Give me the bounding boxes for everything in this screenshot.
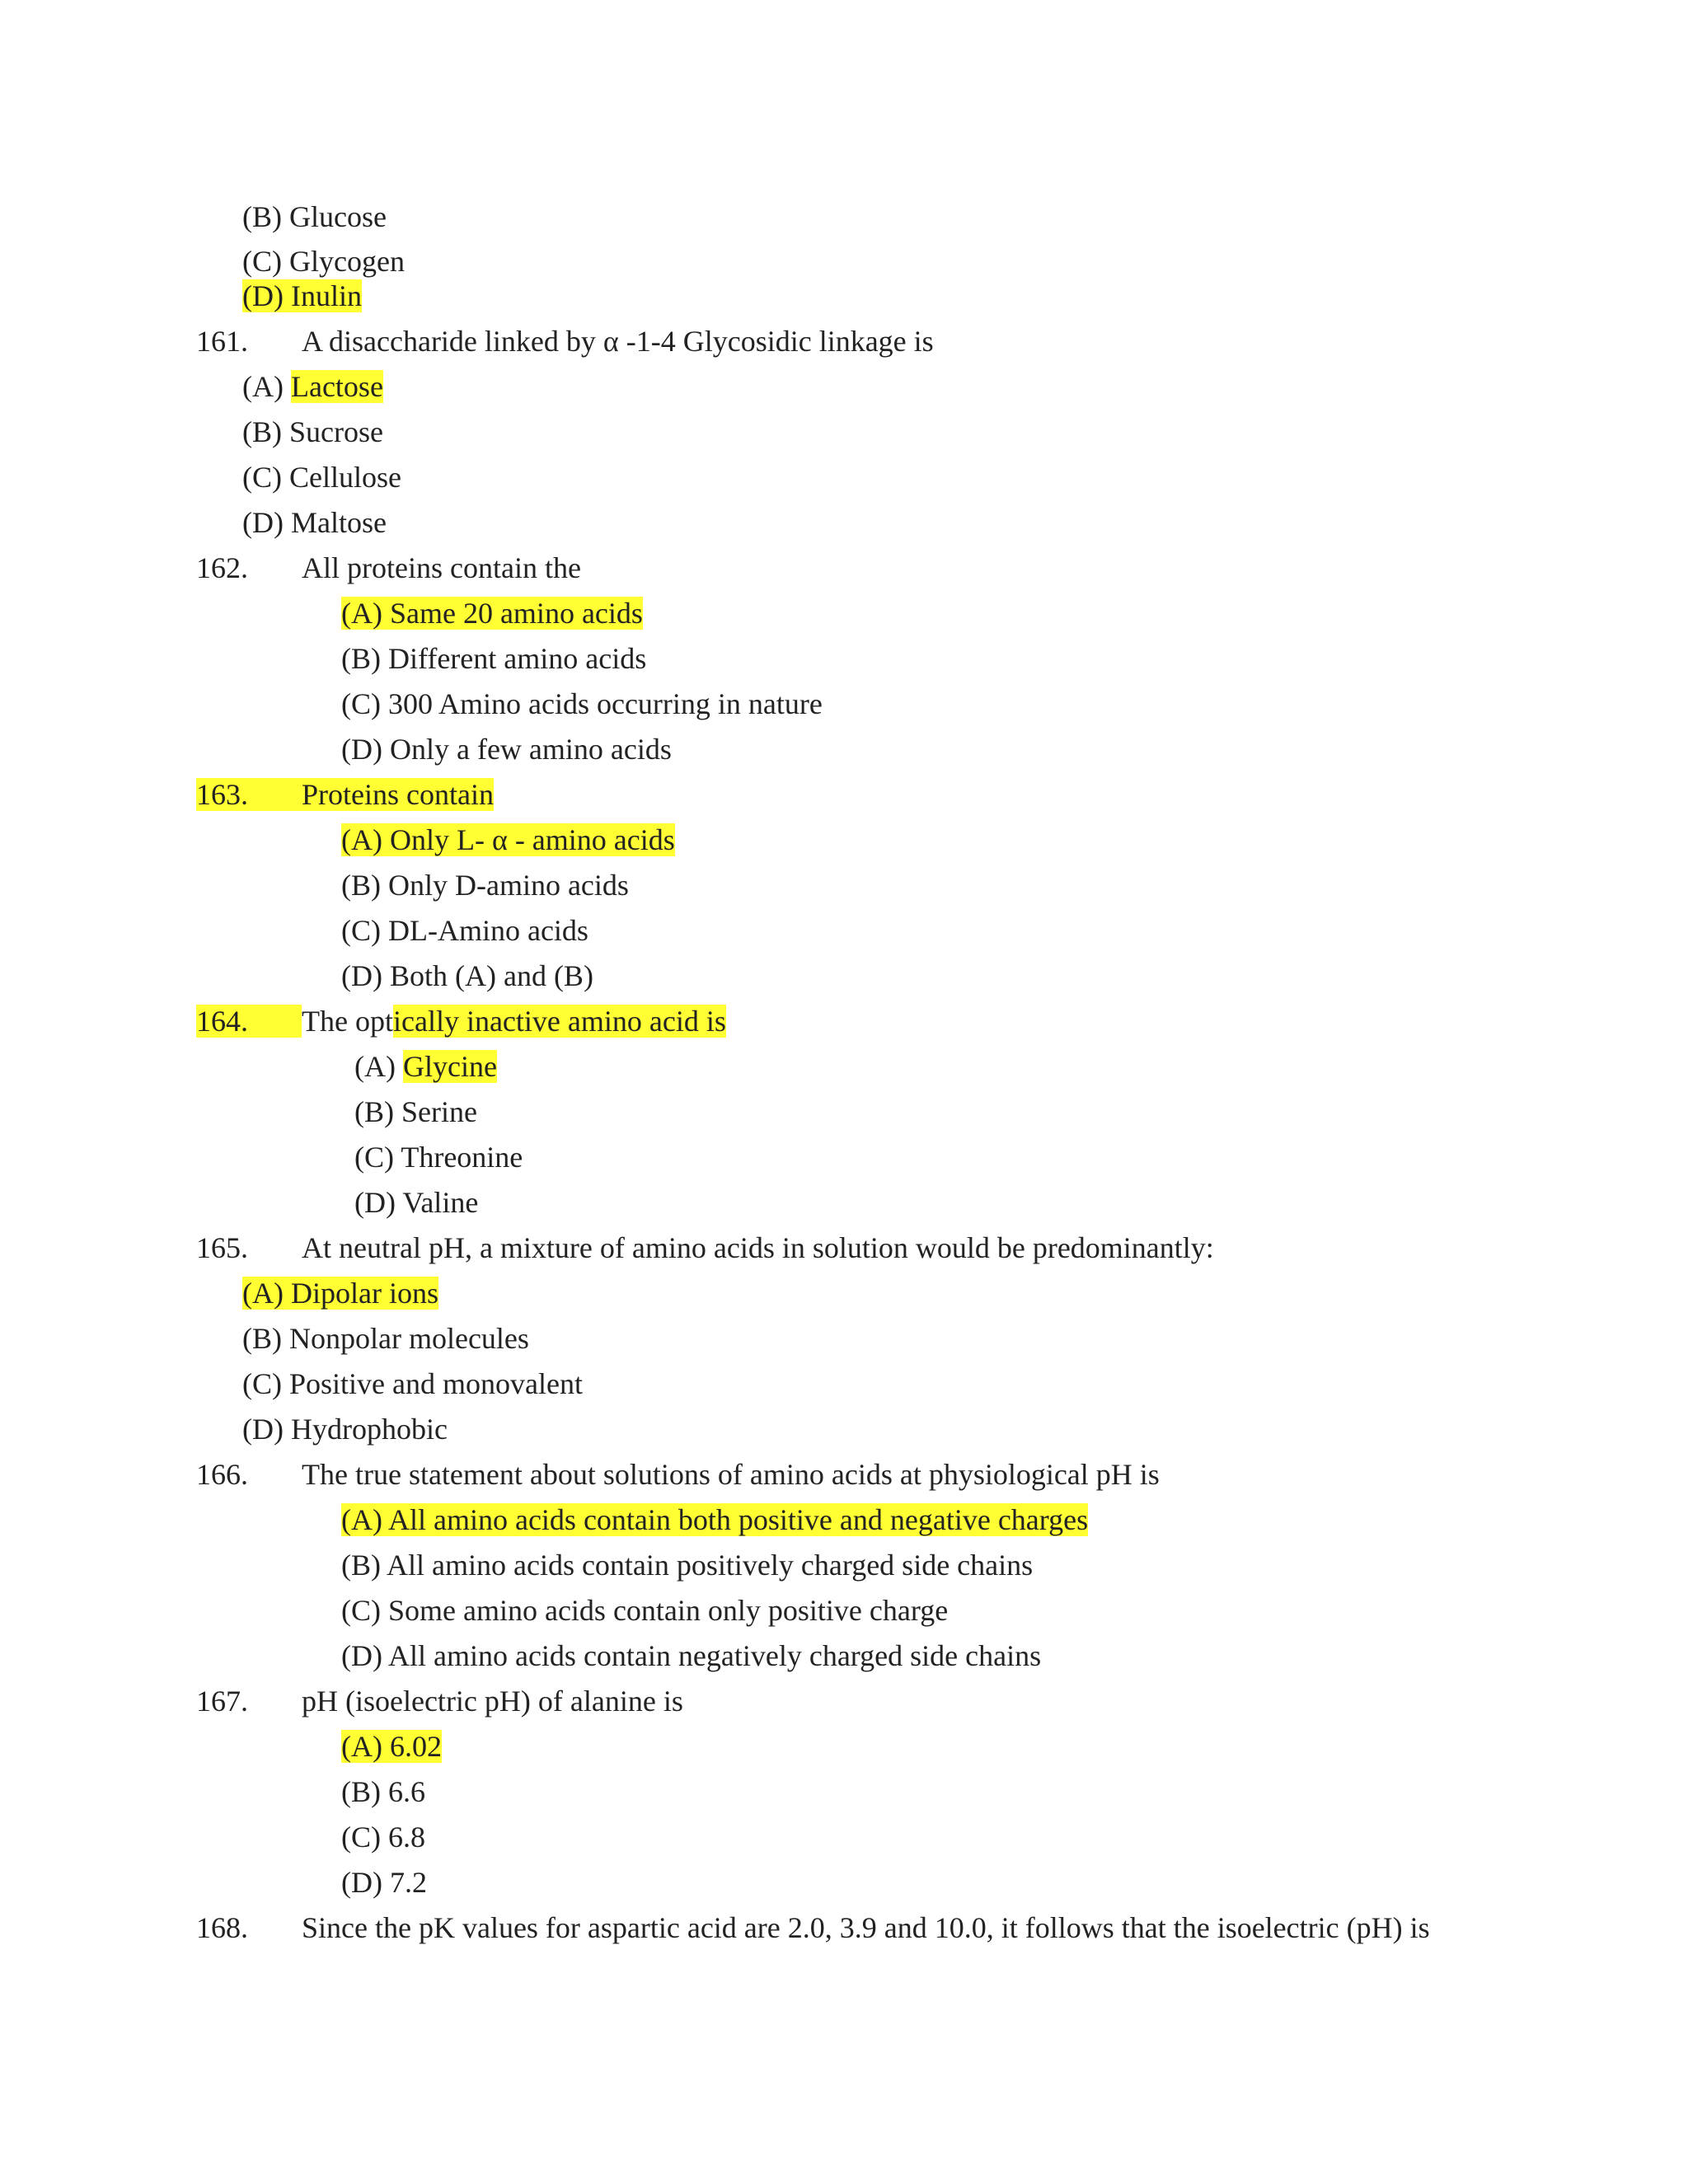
question-161-option-b: (B) Sucrose (242, 415, 383, 448)
question-number-163: 163. (196, 778, 248, 811)
answer-glycine: Glycine (402, 1050, 497, 1083)
question-number-166: 166. (196, 1458, 248, 1491)
question-167-option-a (341, 1728, 442, 1765)
question-166-text: The true statement about solutions of amino acids at physiological pH is (302, 1458, 1160, 1491)
question-165-option-b: (B) Nonpolar molecules (242, 1322, 529, 1355)
question-164-text-start: The opt (302, 1005, 393, 1038)
question-165-text: At neutral pH, a mixture of amino acids in solution would be predominantly: (302, 1231, 1214, 1264)
question-164-option-d: (D) Valine (354, 1186, 479, 1219)
question-164-option-c: (C) Threonine (354, 1141, 523, 1174)
question-165-option-d: (D) Hydrophobic (242, 1413, 448, 1446)
question-161-option-d: (D) Maltose (242, 506, 387, 539)
question-167-option-c: (C) 6.8 (341, 1821, 425, 1854)
question-165-option-a (242, 1275, 438, 1311)
question-164-option-a (354, 1048, 497, 1085)
question-162-option-b: (B) Different amino acids (341, 642, 647, 675)
question-168-text: Since the pK values for aspartic acid are 2.0, 3.9 and 10.0, it follows that the isoelectric (pH) is (302, 1911, 1430, 1944)
question-164-text (302, 1003, 726, 1039)
option-d-inulin (242, 278, 362, 314)
question-163-option-b: (B) Only D-amino acids (341, 869, 629, 902)
question-number-168: 168. (196, 1911, 248, 1944)
question-166-option-a (341, 1502, 1088, 1538)
question-164-option-b: (B) Serine (354, 1095, 477, 1128)
question-number-162: 162. (196, 551, 248, 584)
question-163-option-d: (D) Both (A) and (B) (341, 959, 593, 992)
question-162-text: All proteins contain the (302, 551, 581, 584)
question-166-option-c: (C) Some amino acids contain only positive charge (341, 1594, 949, 1627)
answer-same-20-amino-acids: (A) Same 20 amino acids (341, 597, 643, 630)
question-161-option-a (242, 368, 383, 405)
answer-dipolar-ions: (A) Dipolar ions (242, 1277, 438, 1310)
question-162-option-c: (C) 300 Amino acids occurring in nature (341, 687, 823, 720)
question-163-text (302, 776, 494, 813)
question-163-option-c: (C) DL-Amino acids (341, 914, 588, 947)
question-161-text: A disaccharide linked by α -1-4 Glycosidic linkage is (302, 325, 934, 358)
question-number-164: 164. (196, 1005, 248, 1038)
answer-lactose: Lactose (290, 370, 383, 403)
question-164-text-highlight: ically inactive amino acid is (392, 1005, 726, 1038)
question-167-text: pH (isoelectric pH) of alanine is (302, 1685, 683, 1718)
option-prefix: (A) (242, 370, 291, 403)
option-c-glycogen: (C) Glycogen (242, 245, 405, 278)
question-162-option-a (341, 595, 643, 631)
question-165-option-c: (C) Positive and monovalent (242, 1367, 583, 1400)
option-d-inulin-highlight: (D) Inulin (242, 279, 362, 312)
question-166-option-d: (D) All amino acids contain negatively charged side chains (341, 1639, 1042, 1672)
answer-only-l-alpha-amino-acids: (A) Only L- α - amino acids (341, 823, 675, 856)
question-163-option-a (341, 822, 675, 858)
question-number-167: 167. (196, 1685, 248, 1718)
question-number-165: 165. (196, 1231, 248, 1264)
option-b-glucose: (B) Glucose (242, 200, 387, 233)
option-prefix: (A) (354, 1050, 403, 1083)
question-162-option-d: (D) Only a few amino acids (341, 733, 672, 766)
answer-both-charges: (A) All amino acids contain both positive and negative charges (341, 1503, 1089, 1536)
question-167-option-b: (B) 6.6 (341, 1775, 425, 1808)
answer-6-02: (A) 6.02 (341, 1730, 442, 1763)
question-163-text-highlight: Proteins contain (302, 778, 494, 811)
question-number-161: 161. (196, 325, 248, 358)
question-166-option-b: (B) All amino acids contain positively charged side chains (341, 1549, 1034, 1582)
question-161-option-c: (C) Cellulose (242, 461, 401, 494)
question-167-option-d: (D) 7.2 (341, 1866, 427, 1899)
